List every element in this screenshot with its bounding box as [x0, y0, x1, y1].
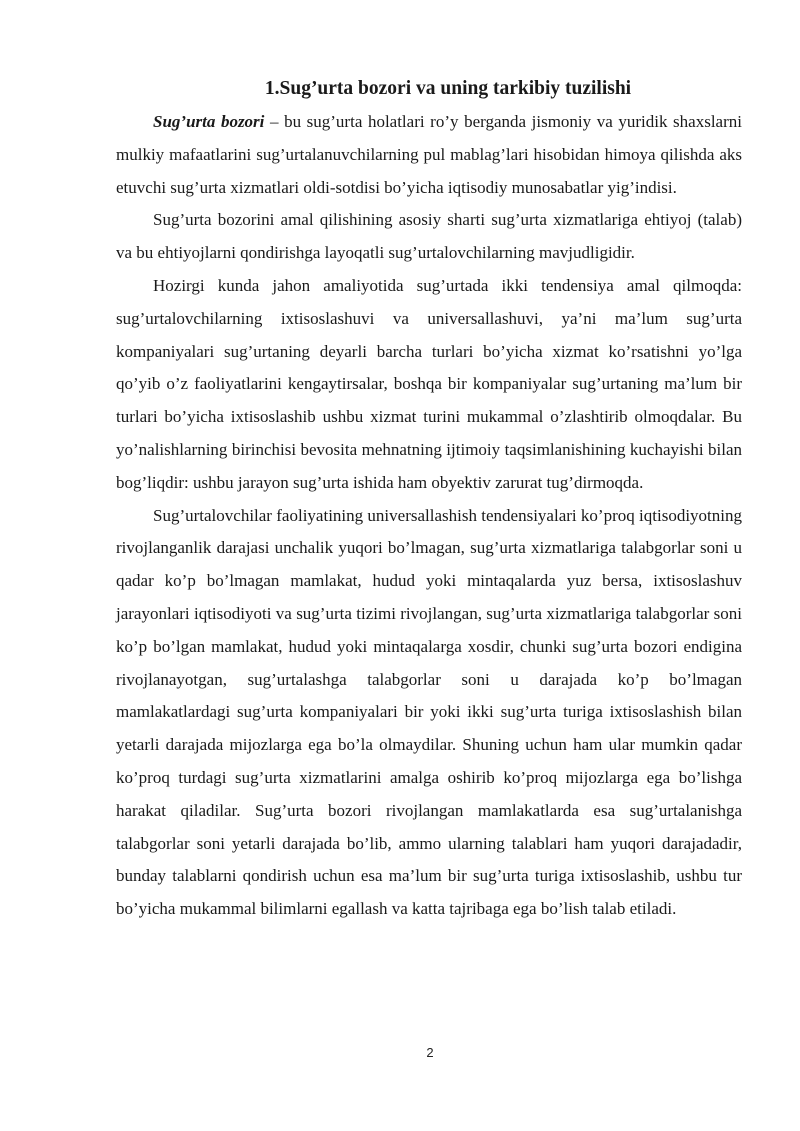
- body-paragraph: Sug’urtalovchilar faoliyatining universallashish tendensiyalari ko’proq iqtisodiyotning rivojlanganlik darajasi unchalik yuqori bo’lmagan, sug’urta xizmatlariga talabgorlar soni u qadar ko’p bo’lmagan mamlakat, hudud yoki mintaqalarda yuz bersa, ixtisoslashuv jarayonlari iqtisodiyoti va sug’urta tizimi rivojlangan, sug’urta xizmatlariga talabgorlar soni ko’p bo’lgan mamlakat, hudud yoki mintaqalarga xosdir, chunki sug’urta bozori endigina rivojlanayotgan, sug’urtalashga talabgorlar soni u darajada ko’p bo’lmagan mamlakatlardagi sug’urta kompaniyalari bir yoki ikki sug’urta turiga ixtisoslashish bilan yetarli darajada mijozlarga ega bo’la olmaydilar. Shuning uchun ham ular mumkin qadar ko’proq turdagi sug’urta xizmatlarini amalga oshirib ko’proq mijozlarga ega bo’lishga harakat qiladilar. Sug’urta bozori rivojlangan mamlakatlarda esa sug’urtalanishga talabgorlar soni yetarli darajada bo’lib, ammo ularning talablari ham yuqori darajadadir, bunday talablarni qondirish uchun esa ma’lum bir sug’urta turiga ixtisoslashib, ushbu tur bo’yicha mukammal bilimlarni egallash va katta tajribaga ega bo’lish talab etiladi.: [116, 505, 742, 919]
- document-page: [116, 72, 742, 926]
- body-paragraph: Sug’urta bozorini amal qilishining asosiy sharti sug’urta xizmatlariga ehtiyoj (talab) va bu ehtiyojlarni qondirishga layoqatli sug’urtalovchilarning mavjudligidir.: [116, 210, 742, 263]
- page-number: 2: [426, 1045, 434, 1060]
- definition-paragraph: [116, 106, 742, 204]
- body-paragraph: Hozirgi kunda jahon amaliyotida sug’urtada ikki tendensiya amal qilmoqda: sug’urtalovchilarning ixtisoslashuvi va universallashuvi, ya’ni ma’lum sug’urta kompaniyalari sug’urtaning deyarli barcha turlari bo’yicha xizmat ko’rsatishni yo’lga qo’yib o’z faoliyatlarini kengaytirsalar, boshqa bir kompaniyalar sug’urtaning ma’lum bir turlari bo’yicha ixtisoslashib ushbu xizmat turini mukammal o’zlashtirib olmoqdalar. Bu yo’nalishlarning birinchisi bevosita mehnatning ijtimoiy taqsimlanishining kuchayishi bilan bog’liqdir: ushbu jarayon sug’urta ishida ham obyektiv zarurat tug’dirmoqda.: [116, 275, 742, 492]
- section-title: 1.Sug’urta bozori va uning tarkibiy tuzilishi: [264, 78, 632, 99]
- defined-term: Sug’urta bozori: [153, 112, 265, 131]
- definition-text: – bu sug’urta holatlari ro’y berganda jismoniy va yuridik shaxslarni mulkiy mafaatlarini sug’urtalanuvchilarning pul mablag’lari hisobidan himoya qilishda aks etuvchi sug’urta xizmatlari oldi-sotdisi bo’yicha iqtisodiy munosabatlar yig’indisi.: [116, 112, 742, 197]
